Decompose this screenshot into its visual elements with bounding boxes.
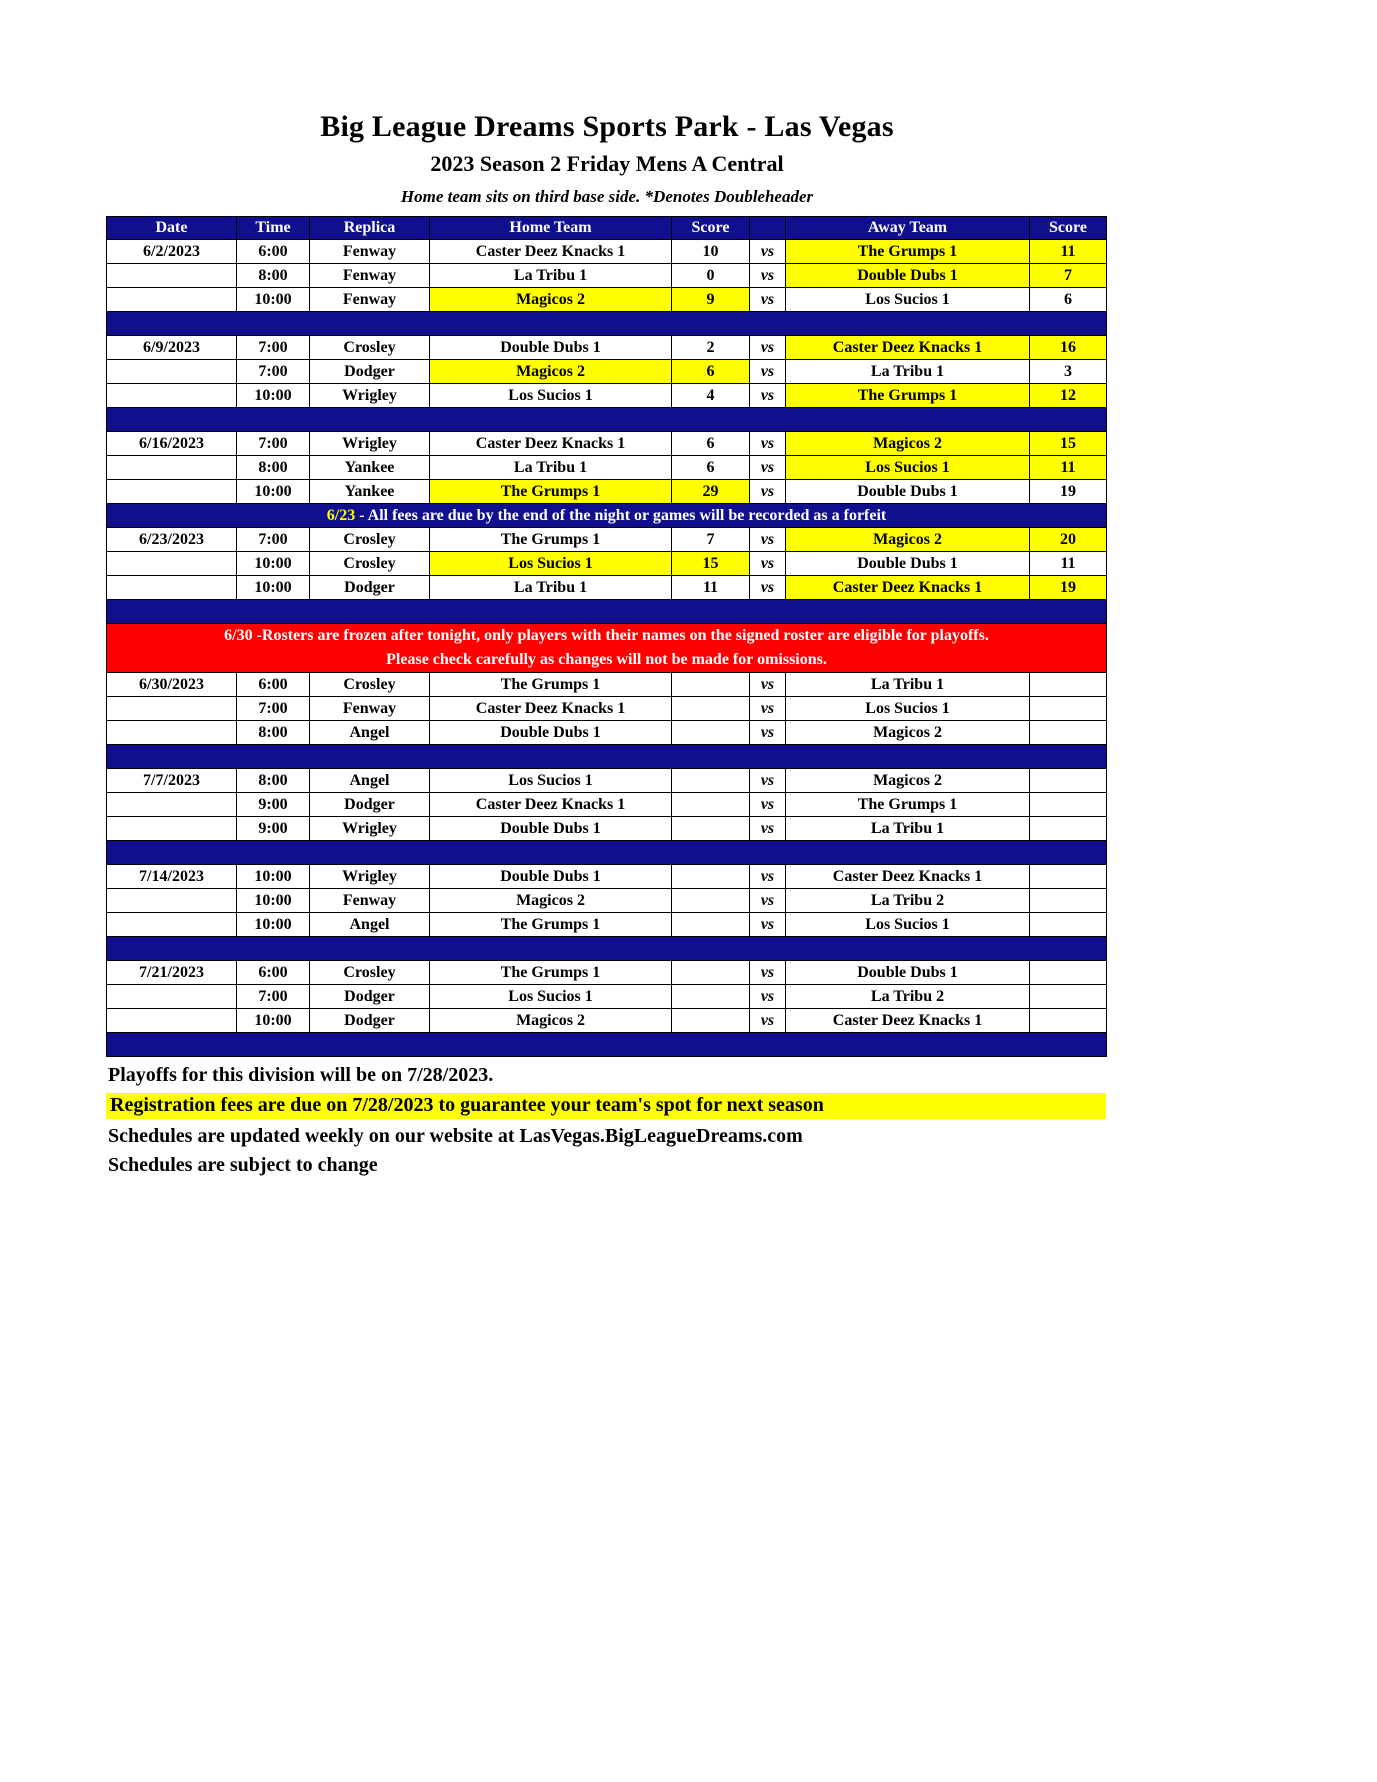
game-row bbox=[107, 721, 1107, 745]
game-row bbox=[107, 913, 1107, 937]
game-row bbox=[107, 432, 1107, 456]
vs-cell: vs bbox=[750, 961, 786, 985]
home-team-cell: La Tribu 1 bbox=[430, 456, 672, 480]
replica-cell: Dodger bbox=[310, 576, 430, 600]
vs-cell: vs bbox=[750, 1009, 786, 1033]
replica-cell: Yankee bbox=[310, 456, 430, 480]
footer bbox=[106, 1064, 1108, 1177]
home-team-cell: Los Sucios 1 bbox=[430, 384, 672, 408]
date-cell bbox=[107, 456, 237, 480]
time-cell: 7:00 bbox=[237, 985, 310, 1009]
time-cell: 9:00 bbox=[237, 793, 310, 817]
schedule-table-header bbox=[107, 217, 1107, 240]
away-team-cell: Double Dubs 1 bbox=[786, 552, 1030, 576]
vs-cell: vs bbox=[750, 985, 786, 1009]
date-cell bbox=[107, 264, 237, 288]
home-team-cell: The Grumps 1 bbox=[430, 913, 672, 937]
game-row bbox=[107, 552, 1107, 576]
game-row bbox=[107, 384, 1107, 408]
col-header-time: Time bbox=[237, 217, 310, 240]
date-cell bbox=[107, 697, 237, 721]
replica-cell: Fenway bbox=[310, 240, 430, 264]
away-team-cell: La Tribu 1 bbox=[786, 673, 1030, 697]
replica-cell: Crosley bbox=[310, 528, 430, 552]
col-header-replica: Replica bbox=[310, 217, 430, 240]
home-score-cell: 2 bbox=[672, 336, 750, 360]
home-score-cell: 10 bbox=[672, 240, 750, 264]
vs-cell: vs bbox=[750, 240, 786, 264]
game-row bbox=[107, 1009, 1107, 1033]
home-team-cell: Los Sucios 1 bbox=[430, 985, 672, 1009]
away-score-cell: 16 bbox=[1030, 336, 1107, 360]
home-team-cell: Caster Deez Knacks 1 bbox=[430, 240, 672, 264]
away-team-cell: Los Sucios 1 bbox=[786, 697, 1030, 721]
vs-cell: vs bbox=[750, 889, 786, 913]
date-cell: 7/14/2023 bbox=[107, 865, 237, 889]
roster-alert-text: 6/30 -Rosters are frozen after tonight, only players with their names on the signed roster are eligible for playoffs. Please check carefully as changes will not be made for omissions. bbox=[107, 624, 1107, 673]
vs-cell: vs bbox=[750, 480, 786, 504]
replica-cell: Crosley bbox=[310, 336, 430, 360]
date-cell bbox=[107, 721, 237, 745]
home-team-cell: La Tribu 1 bbox=[430, 264, 672, 288]
date-cell bbox=[107, 552, 237, 576]
away-team-cell: The Grumps 1 bbox=[786, 793, 1030, 817]
away-team-cell: Caster Deez Knacks 1 bbox=[786, 865, 1030, 889]
home-score-cell bbox=[672, 961, 750, 985]
time-cell: 7:00 bbox=[237, 336, 310, 360]
replica-cell: Wrigley bbox=[310, 432, 430, 456]
game-row bbox=[107, 769, 1107, 793]
separator-band bbox=[107, 841, 1107, 865]
away-score-cell: 11 bbox=[1030, 240, 1107, 264]
game-row bbox=[107, 360, 1107, 384]
away-score-cell bbox=[1030, 889, 1107, 913]
subject-to-change-note: Schedules are subject to change bbox=[108, 1154, 378, 1176]
away-team-cell: Caster Deez Knacks 1 bbox=[786, 336, 1030, 360]
replica-cell: Yankee bbox=[310, 480, 430, 504]
game-row bbox=[107, 865, 1107, 889]
date-cell: 6/23/2023 bbox=[107, 528, 237, 552]
date-cell bbox=[107, 1009, 237, 1033]
time-cell: 8:00 bbox=[237, 769, 310, 793]
time-cell: 8:00 bbox=[237, 264, 310, 288]
page bbox=[106, 0, 1108, 1177]
home-team-cell: Los Sucios 1 bbox=[430, 769, 672, 793]
time-cell: 6:00 bbox=[237, 961, 310, 985]
away-score-cell: 6 bbox=[1030, 288, 1107, 312]
away-score-cell: 11 bbox=[1030, 552, 1107, 576]
home-score-cell: 29 bbox=[672, 480, 750, 504]
replica-cell: Angel bbox=[310, 769, 430, 793]
game-row bbox=[107, 961, 1107, 985]
game-row bbox=[107, 793, 1107, 817]
home-score-cell: 15 bbox=[672, 552, 750, 576]
col-header-home-team: Home Team bbox=[430, 217, 672, 240]
away-score-cell bbox=[1030, 697, 1107, 721]
away-team-cell: Caster Deez Knacks 1 bbox=[786, 1009, 1030, 1033]
home-team-cell: Caster Deez Knacks 1 bbox=[430, 697, 672, 721]
registration-note: Registration fees are due on 7/28/2023 to guarantee your team's spot for next season bbox=[106, 1093, 1106, 1119]
home-score-cell: 0 bbox=[672, 264, 750, 288]
time-cell: 10:00 bbox=[237, 384, 310, 408]
game-row bbox=[107, 817, 1107, 841]
home-score-cell bbox=[672, 673, 750, 697]
replica-cell: Dodger bbox=[310, 985, 430, 1009]
date-cell bbox=[107, 288, 237, 312]
vs-cell: vs bbox=[750, 360, 786, 384]
home-score-cell bbox=[672, 913, 750, 937]
vs-cell: vs bbox=[750, 769, 786, 793]
home-team-cell: The Grumps 1 bbox=[430, 528, 672, 552]
vs-cell: vs bbox=[750, 528, 786, 552]
time-cell: 9:00 bbox=[237, 817, 310, 841]
date-cell bbox=[107, 817, 237, 841]
date-cell bbox=[107, 985, 237, 1009]
game-row bbox=[107, 673, 1107, 697]
date-cell bbox=[107, 360, 237, 384]
separator-band bbox=[107, 312, 1107, 336]
date-cell: 6/16/2023 bbox=[107, 432, 237, 456]
date-cell bbox=[107, 576, 237, 600]
home-score-cell: 7 bbox=[672, 528, 750, 552]
home-team-cell: The Grumps 1 bbox=[430, 480, 672, 504]
away-score-cell bbox=[1030, 961, 1107, 985]
home-team-cell: Magicos 2 bbox=[430, 1009, 672, 1033]
vs-cell: vs bbox=[750, 552, 786, 576]
time-cell: 10:00 bbox=[237, 913, 310, 937]
game-row bbox=[107, 576, 1107, 600]
away-team-cell: La Tribu 1 bbox=[786, 360, 1030, 384]
game-row bbox=[107, 288, 1107, 312]
home-team-cell: Magicos 2 bbox=[430, 288, 672, 312]
vs-cell: vs bbox=[750, 721, 786, 745]
away-team-cell: La Tribu 2 bbox=[786, 985, 1030, 1009]
time-cell: 10:00 bbox=[237, 889, 310, 913]
separator-band bbox=[107, 1033, 1107, 1057]
time-cell: 10:00 bbox=[237, 552, 310, 576]
col-header-home-score: Score bbox=[672, 217, 750, 240]
replica-cell: Crosley bbox=[310, 552, 430, 576]
playoffs-note: Playoffs for this division will be on 7/28/2023. bbox=[108, 1064, 494, 1086]
vs-cell: vs bbox=[750, 913, 786, 937]
date-cell: 6/2/2023 bbox=[107, 240, 237, 264]
time-cell: 10:00 bbox=[237, 288, 310, 312]
home-score-cell: 4 bbox=[672, 384, 750, 408]
home-team-cell: Double Dubs 1 bbox=[430, 721, 672, 745]
away-team-cell: Los Sucios 1 bbox=[786, 456, 1030, 480]
replica-cell: Crosley bbox=[310, 961, 430, 985]
away-team-cell: Double Dubs 1 bbox=[786, 961, 1030, 985]
away-team-cell: Los Sucios 1 bbox=[786, 288, 1030, 312]
away-team-cell: Double Dubs 1 bbox=[786, 264, 1030, 288]
game-row bbox=[107, 336, 1107, 360]
game-row bbox=[107, 264, 1107, 288]
header-row bbox=[107, 217, 1107, 240]
date-cell bbox=[107, 384, 237, 408]
away-team-cell: Magicos 2 bbox=[786, 432, 1030, 456]
time-cell: 8:00 bbox=[237, 721, 310, 745]
date-cell: 7/7/2023 bbox=[107, 769, 237, 793]
date-cell bbox=[107, 913, 237, 937]
home-score-cell bbox=[672, 721, 750, 745]
away-team-cell: Magicos 2 bbox=[786, 528, 1030, 552]
replica-cell: Wrigley bbox=[310, 865, 430, 889]
away-score-cell: 19 bbox=[1030, 480, 1107, 504]
replica-cell: Crosley bbox=[310, 673, 430, 697]
date-cell bbox=[107, 889, 237, 913]
replica-cell: Angel bbox=[310, 913, 430, 937]
time-cell: 10:00 bbox=[237, 576, 310, 600]
home-team-cell: The Grumps 1 bbox=[430, 961, 672, 985]
vs-cell: vs bbox=[750, 697, 786, 721]
time-cell: 10:00 bbox=[237, 1009, 310, 1033]
away-team-cell: La Tribu 2 bbox=[786, 889, 1030, 913]
home-team-cell: La Tribu 1 bbox=[430, 576, 672, 600]
away-score-cell: 19 bbox=[1030, 576, 1107, 600]
home-score-cell: 11 bbox=[672, 576, 750, 600]
home-team-cell: Caster Deez Knacks 1 bbox=[430, 432, 672, 456]
replica-cell: Angel bbox=[310, 721, 430, 745]
time-cell: 7:00 bbox=[237, 432, 310, 456]
home-score-cell bbox=[672, 1009, 750, 1033]
home-team-cell: Magicos 2 bbox=[430, 360, 672, 384]
game-row bbox=[107, 528, 1107, 552]
replica-cell: Dodger bbox=[310, 793, 430, 817]
col-header-date: Date bbox=[107, 217, 237, 240]
away-score-cell: 11 bbox=[1030, 456, 1107, 480]
away-team-cell: Magicos 2 bbox=[786, 721, 1030, 745]
separator-row bbox=[107, 600, 1107, 624]
away-score-cell bbox=[1030, 1009, 1107, 1033]
game-row bbox=[107, 240, 1107, 264]
separator-band bbox=[107, 745, 1107, 769]
schedule-table bbox=[106, 216, 1107, 1057]
schedule-table-body bbox=[107, 240, 1107, 1057]
home-score-cell: 6 bbox=[672, 432, 750, 456]
away-score-cell bbox=[1030, 817, 1107, 841]
game-row bbox=[107, 456, 1107, 480]
page-subtitle: 2023 Season 2 Friday Mens A Central bbox=[430, 151, 784, 176]
date-cell bbox=[107, 793, 237, 817]
replica-cell: Dodger bbox=[310, 1009, 430, 1033]
vs-cell: vs bbox=[750, 336, 786, 360]
away-team-cell: Caster Deez Knacks 1 bbox=[786, 576, 1030, 600]
home-team-cell: The Grumps 1 bbox=[430, 673, 672, 697]
separator-row bbox=[107, 745, 1107, 769]
away-team-cell: Double Dubs 1 bbox=[786, 480, 1030, 504]
home-team-cell: Caster Deez Knacks 1 bbox=[430, 793, 672, 817]
game-row bbox=[107, 697, 1107, 721]
separator-band bbox=[107, 408, 1107, 432]
time-cell: 10:00 bbox=[237, 480, 310, 504]
game-row bbox=[107, 480, 1107, 504]
separator-band bbox=[107, 937, 1107, 961]
away-score-cell bbox=[1030, 721, 1107, 745]
page-title: Big League Dreams Sports Park - Las Vegas bbox=[320, 110, 894, 143]
vs-cell: vs bbox=[750, 288, 786, 312]
separator-row bbox=[107, 312, 1107, 336]
time-cell: 7:00 bbox=[237, 528, 310, 552]
home-team-cell: Double Dubs 1 bbox=[430, 336, 672, 360]
away-score-cell: 3 bbox=[1030, 360, 1107, 384]
separator-band bbox=[107, 600, 1107, 624]
game-row bbox=[107, 985, 1107, 1009]
replica-cell: Wrigley bbox=[310, 384, 430, 408]
away-score-cell bbox=[1030, 985, 1107, 1009]
home-score-cell bbox=[672, 793, 750, 817]
vs-cell: vs bbox=[750, 817, 786, 841]
vs-cell: vs bbox=[750, 793, 786, 817]
date-cell: 6/30/2023 bbox=[107, 673, 237, 697]
separator-row bbox=[107, 937, 1107, 961]
separator-row bbox=[107, 841, 1107, 865]
vs-cell: vs bbox=[750, 576, 786, 600]
vs-cell: vs bbox=[750, 432, 786, 456]
fees-notice-date: 6/23 bbox=[326, 506, 356, 524]
home-team-cell: Los Sucios 1 bbox=[430, 552, 672, 576]
website-note: Schedules are updated weekly on our website at LasVegas.BigLeagueDreams.com bbox=[108, 1125, 803, 1147]
vs-cell: vs bbox=[750, 865, 786, 889]
replica-cell: Fenway bbox=[310, 264, 430, 288]
time-cell: 8:00 bbox=[237, 456, 310, 480]
away-score-cell bbox=[1030, 793, 1107, 817]
home-score-cell bbox=[672, 985, 750, 1009]
away-team-cell: The Grumps 1 bbox=[786, 240, 1030, 264]
col-header-away-score: Score bbox=[1030, 217, 1107, 240]
date-cell bbox=[107, 480, 237, 504]
away-score-cell: 12 bbox=[1030, 384, 1107, 408]
home-score-cell bbox=[672, 817, 750, 841]
col-header-vs bbox=[750, 217, 786, 240]
away-team-cell: Magicos 2 bbox=[786, 769, 1030, 793]
home-score-cell bbox=[672, 769, 750, 793]
vs-cell: vs bbox=[750, 673, 786, 697]
home-team-cell: Magicos 2 bbox=[430, 889, 672, 913]
separator-row bbox=[107, 408, 1107, 432]
away-score-cell bbox=[1030, 769, 1107, 793]
away-score-cell: 7 bbox=[1030, 264, 1107, 288]
time-cell: 6:00 bbox=[237, 240, 310, 264]
home-team-cell: Double Dubs 1 bbox=[430, 865, 672, 889]
game-row bbox=[107, 889, 1107, 913]
home-score-cell: 6 bbox=[672, 456, 750, 480]
col-header-away-team: Away Team bbox=[786, 217, 1030, 240]
home-team-cell: Double Dubs 1 bbox=[430, 817, 672, 841]
time-cell: 7:00 bbox=[237, 360, 310, 384]
away-team-cell: Los Sucios 1 bbox=[786, 913, 1030, 937]
home-score-cell: 6 bbox=[672, 360, 750, 384]
roster-alert-row bbox=[107, 624, 1107, 673]
away-score-cell bbox=[1030, 913, 1107, 937]
away-team-cell: La Tribu 1 bbox=[786, 817, 1030, 841]
home-score-cell bbox=[672, 697, 750, 721]
date-cell: 6/9/2023 bbox=[107, 336, 237, 360]
away-score-cell: 20 bbox=[1030, 528, 1107, 552]
replica-cell: Dodger bbox=[310, 360, 430, 384]
page-note: Home team sits on third base side. *Denotes Doubleheader bbox=[400, 187, 814, 206]
replica-cell: Fenway bbox=[310, 889, 430, 913]
fees-notice-row bbox=[107, 504, 1107, 528]
time-cell: 6:00 bbox=[237, 673, 310, 697]
replica-cell: Wrigley bbox=[310, 817, 430, 841]
vs-cell: vs bbox=[750, 384, 786, 408]
separator-row bbox=[107, 1033, 1107, 1057]
date-cell: 7/21/2023 bbox=[107, 961, 237, 985]
away-score-cell bbox=[1030, 673, 1107, 697]
away-team-cell: The Grumps 1 bbox=[786, 384, 1030, 408]
time-cell: 7:00 bbox=[237, 697, 310, 721]
away-score-cell bbox=[1030, 865, 1107, 889]
home-score-cell bbox=[672, 889, 750, 913]
vs-cell: vs bbox=[750, 456, 786, 480]
vs-cell: vs bbox=[750, 264, 786, 288]
away-score-cell: 15 bbox=[1030, 432, 1107, 456]
time-cell: 10:00 bbox=[237, 865, 310, 889]
home-score-cell bbox=[672, 865, 750, 889]
home-score-cell: 9 bbox=[672, 288, 750, 312]
fees-notice-text: 6/23 - All fees are due by the end of the night or games will be recorded as a forfeit bbox=[107, 504, 1107, 528]
replica-cell: Fenway bbox=[310, 697, 430, 721]
replica-cell: Fenway bbox=[310, 288, 430, 312]
